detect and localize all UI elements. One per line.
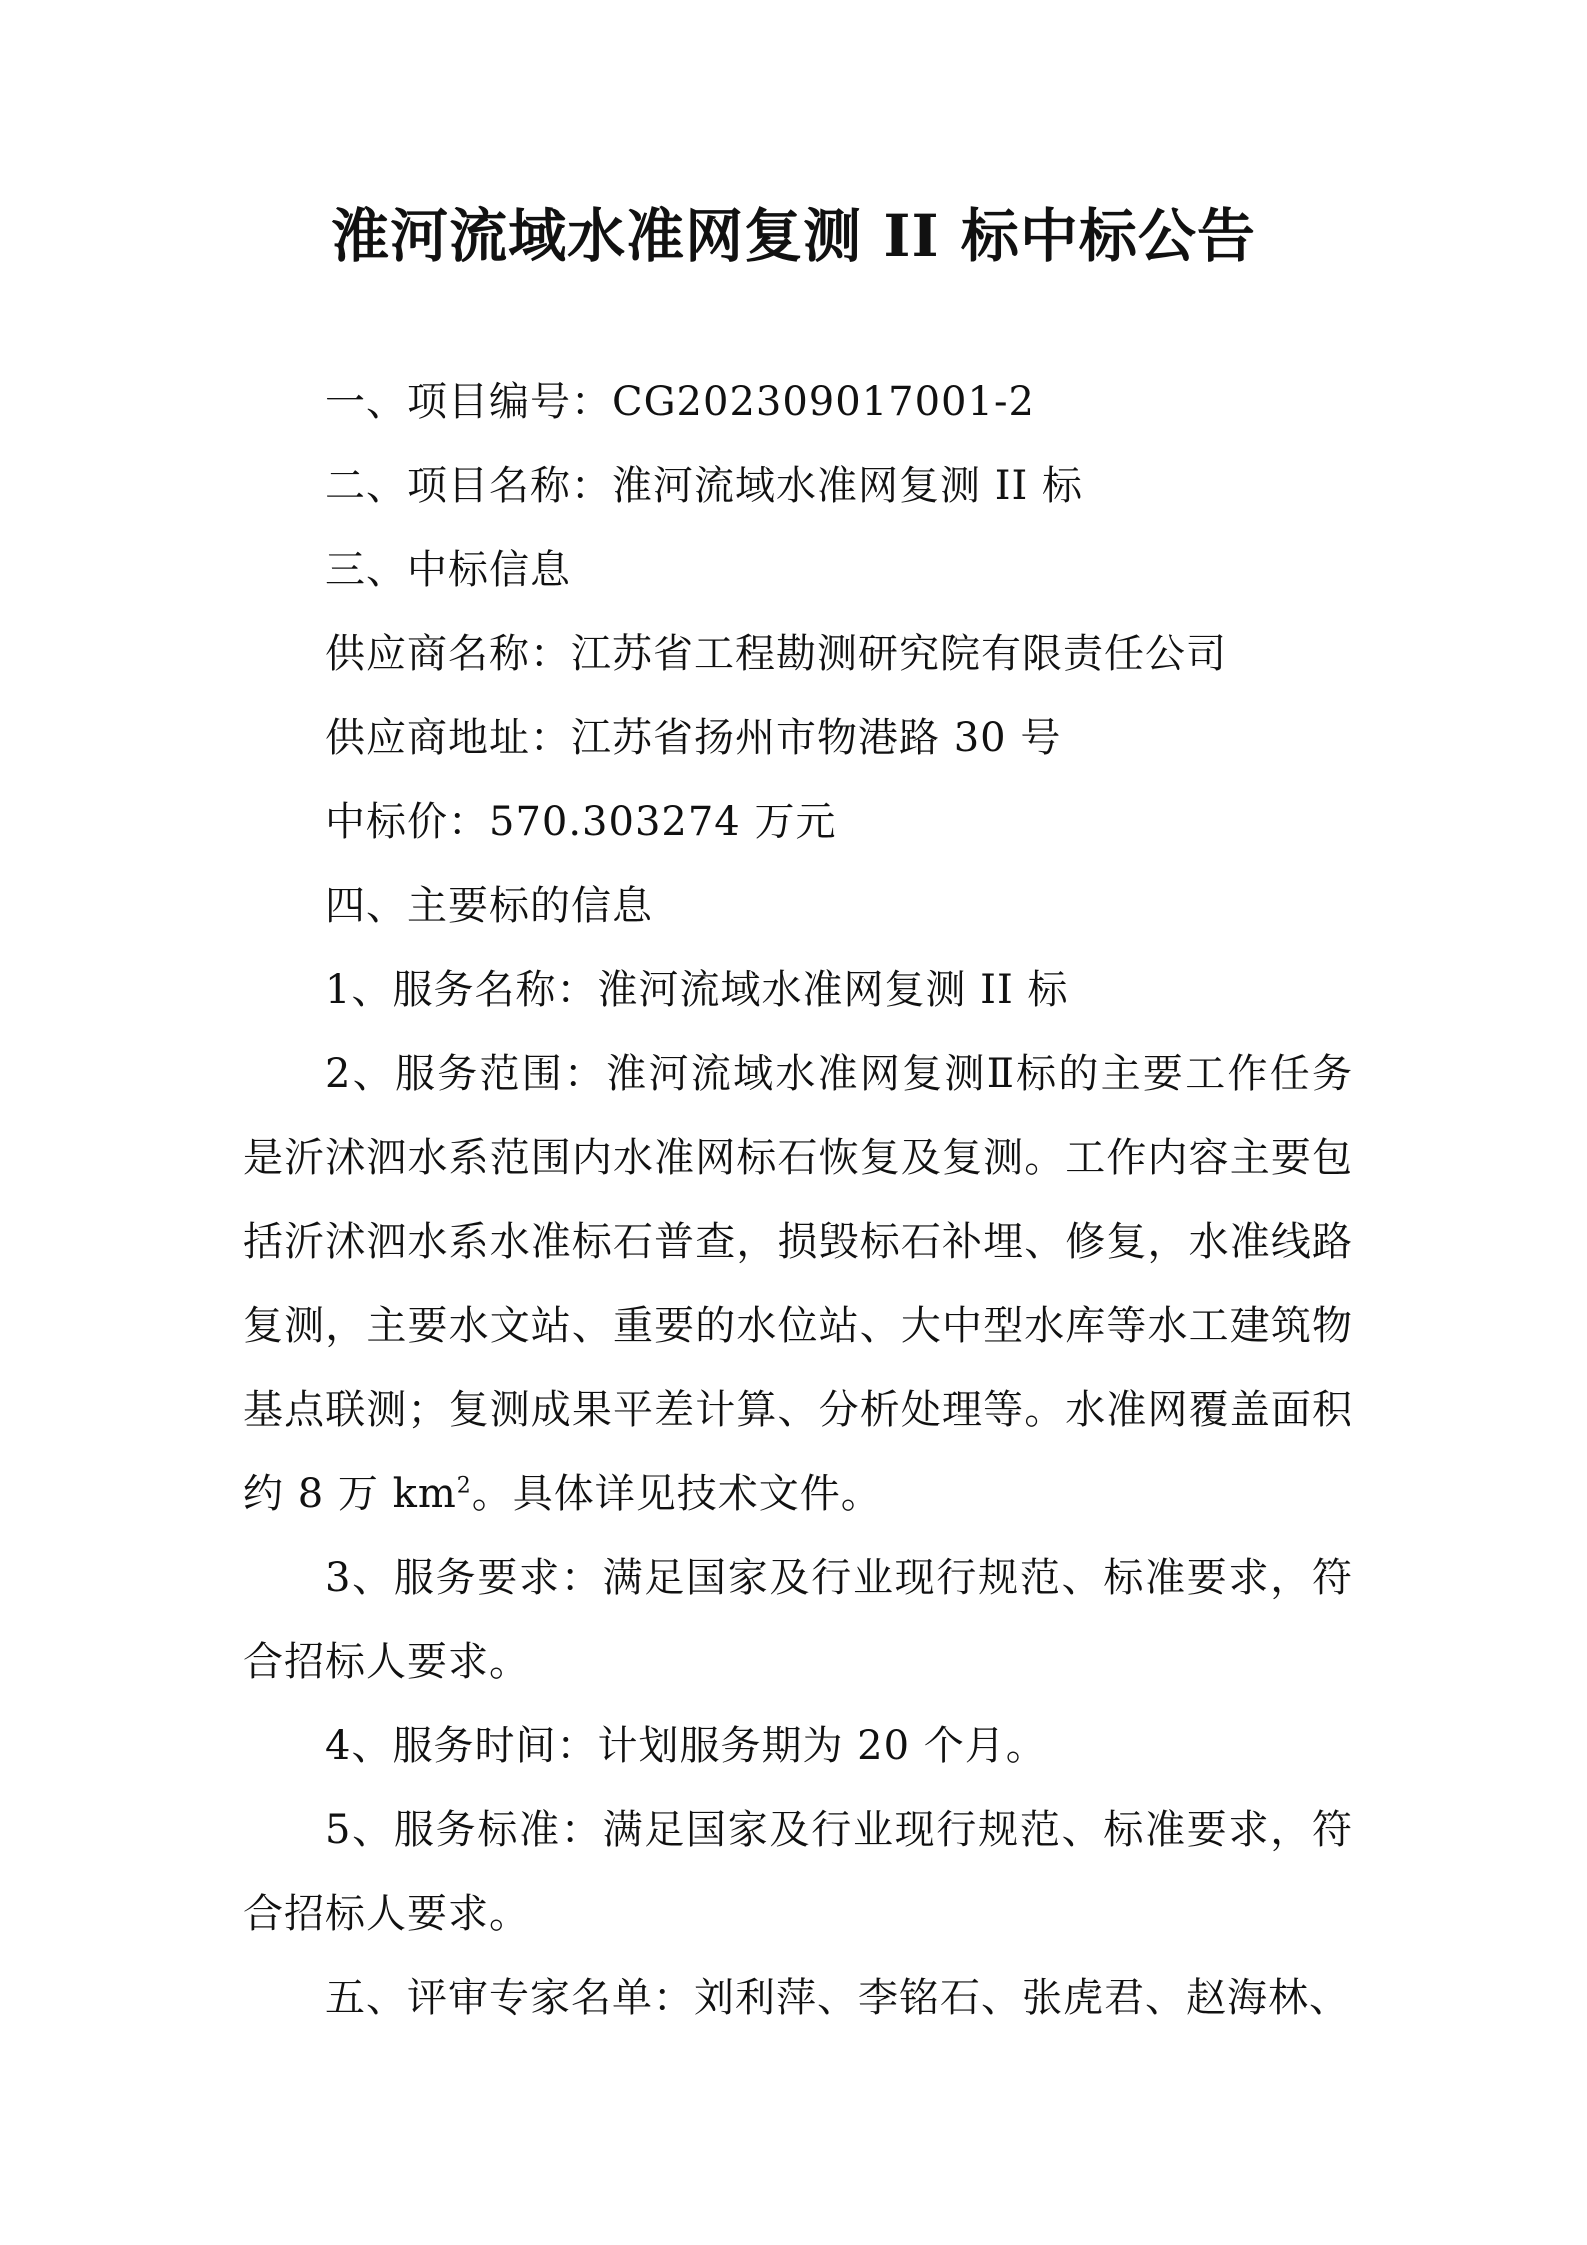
service-requirements: 3、服务要求：满足国家及行业现行规范、标准要求，符合招标人要求。 bbox=[243, 1555, 1353, 1685]
main-subject-heading: 四、主要标的信息 bbox=[325, 883, 653, 929]
supplier-address: 供应商地址：江苏省扬州市物港路 30 号 bbox=[325, 715, 1062, 761]
service-scope bbox=[243, 1032, 1353, 1536]
review-experts: 五、评审专家名单：刘利萍、李铭石、张虎君、赵海林、 bbox=[325, 1975, 1350, 2021]
service-name: 1、服务名称：淮河流域水准网复测 II 标 bbox=[325, 967, 1069, 1013]
award-info-heading: 三、中标信息 bbox=[325, 547, 571, 593]
document-body bbox=[243, 360, 1353, 2040]
service-standard: 5、服务标准：满足国家及行业现行规范、标准要求，符合招标人要求。 bbox=[243, 1807, 1353, 1937]
service-scope-text: 2、服务范围：淮河流域水准网复测Ⅱ标的主要工作任务是沂沭泗水系范围内水准网标石恢复及复测。工作内容主要包括沂沭泗水系水准标石普查，损毁标石补埋、修复，水准线路复测，主要水文站、重要的水位站、大中型水库等水工建筑物基点联测；复测成果平差计算、分析处理等。水准网覆盖面积约 8 万 km bbox=[243, 1051, 1353, 1517]
project-name: 二、项目名称：淮河流域水准网复测 II 标 bbox=[325, 463, 1084, 509]
supplier-name: 供应商名称：江苏省工程勘测研究院有限责任公司 bbox=[325, 631, 1227, 677]
service-scope-tail: 。具体详见技术文件。 bbox=[471, 1471, 882, 1517]
square-kilometer-superscript: 2 bbox=[456, 1473, 472, 1499]
project-number: 一、项目编号：CG202309017001-2 bbox=[325, 379, 1035, 425]
award-price: 中标价：570.303274 万元 bbox=[325, 799, 837, 845]
service-time: 4、服务时间：计划服务期为 20 个月。 bbox=[325, 1723, 1047, 1769]
document-title: 淮河流域水准网复测 II 标中标公告 bbox=[331, 202, 1256, 270]
